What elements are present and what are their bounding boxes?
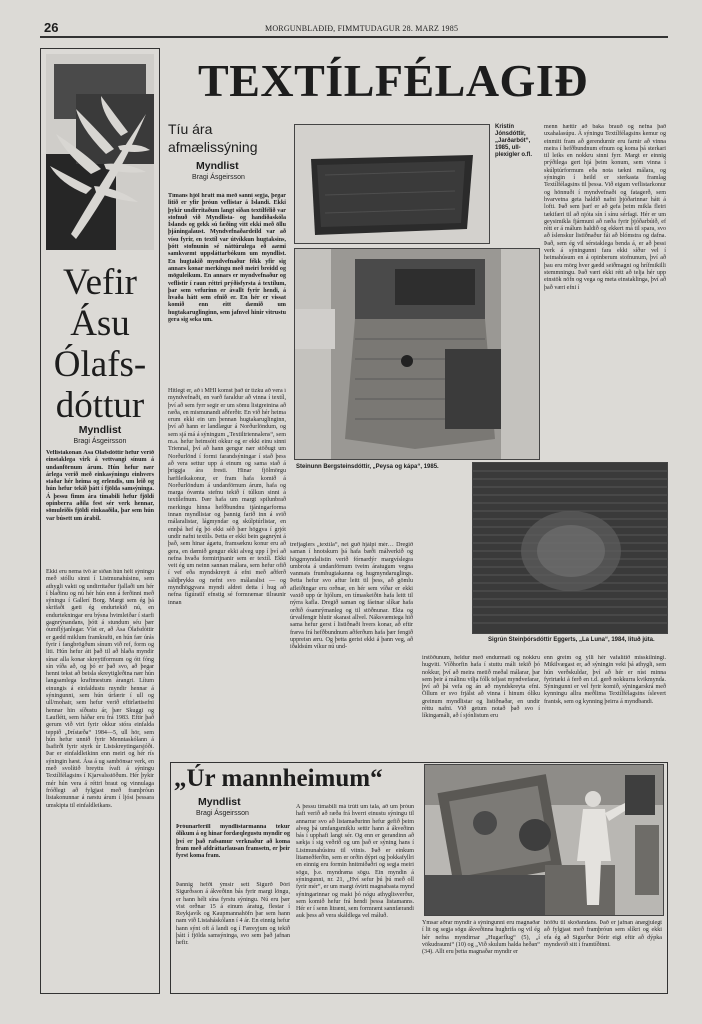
bottom-lead: Þróunarferill myndlistarmanna tekur ólíkum á og hinar fordæqlegustu myndir og því er það rafsamur verknaður að koma fram með afdráttarlausan framsetn, er þeir fyrst koma fram. bbox=[176, 824, 290, 860]
artwork-photo-steinunn bbox=[294, 248, 540, 460]
textile-body-col3: irstöðunum, heldur með endurmati og nokkru hugviti. Víðhorfin hafa í stuttu máli tekið þó nokkur, því að meira metið meðal málarar, þar sem þeir á málinu vilja fólk teljast myndvefarar, því að þá vefa og án að myndskreyta efni. Öllum er svo frjálst að vinna í hinum ólíku greinum myndlistar og listiðnaðar, en undir réttu nafni. Við getum notað það svo í líkingamáli, að í sjónlistum eru bbox=[422, 655, 540, 720]
textile-right-col-bottom: enn greim og ylli hér vafalítið misskilningi. Mikilvægast er, að sýningin veki þá athygli, sem hún verðskuldar, því að hér er níst minna fyrirtæki á ferð en t.d. gerð nokkurra kvikmynda. Sýningunni er vel fyrir komið, sýningarskrá með kynningu allra meðlima Textílfélagsins íslevert frantsk, sem og kynning þeirra á myndbandi. bbox=[544, 655, 666, 705]
bottom-col2: Á þessu tímabili má trútt um tala, að um þróun hafi verið að ræða frá hverri einustu sýningu til annarrar svo að listamaðurinn hefur gefið þeim alveg þá umfangsmiklu settir hann á ákveðinn bás í upphafi langt sér. Og enn er gerandinn að sækja í sig veðrið og um það er sýning hans í Listmunahúsinu til vitnis. Það er einkum litameðferðin, sem er orðin dýpri og þokkafyllri en einnig eru formin hnitmiðaðri og segja meiri sögu, þ.e. myndræna sögu. Ein myndin á sýningunni, nr. 21, „Hví sefur þú þú með oll fyrir mér“, er um margt óvirtt magnabasta mynd sýningarinnar og maki þó nógu athyglisverður, sem komið hefur frá hendi þessa listamanns. Hér er í senn litrænt, sem formrænt sannfærandi auk þess að vera skáldlega vel máluð. bbox=[296, 804, 414, 920]
bottom-rubric: Myndlist bbox=[198, 796, 241, 808]
textile-body-col1: Hitlegt er, að í MHÍ komst það úr tízku að vera í myndvefnaði, en varð faraldur að vinna í textíl, því að sem fyrr segir er um sömu listgreinina að ræða, en mismunandi aðferðir. En við hér heima erum ekki ein um þennan hugtakaruglinginn, því að hann er landlægur á Norðurlöndum, og sem sjá má á sýningum „Textiltriennalens“, sem m.a. hefur heimsótt okkur og er ekki einu sinni Triennal, því að hann gengur nær stöðugt um Norðurlönd í formi farandsýningar í stað þess að vera settur upp á einum og sama stað á þriggja ára fresti. Hinar fjölmörgu hæfileikakonur, er fram hafa komið á Norðurlöndum á undanförnum árum, hafa og marga óvænta stefnu tekið í túlkun sinni á textílefnum. Þær hafa um margt spilunbrað merkingu hinna hefðbundnu tjáningarforma innan myndlistar og þannig farið inn á svið málaralistar, lágmyndar og skúlptúrlistar, en ennþá hef ég þó ekki séð þær höggva í grjót undir nafni textíls. Þetta er ekki bein gagnrýni á það, sem hinar ágætu, framsæknu konur eru að gera, en dæmið gengur ekki alveg upp í því að nefna hvaða formirtjnanir sem er textíl. Ekki veit ég um neinn sannan málara, sem hefur ofið í vef eða myndskreytt á efni með aðferð sáldþrykks og nefnt svo málaralist — og myndhöggvara myndi aldrei detta í hug að nefna fígúratíf efnstig sé formræmar tilraunir innan bbox=[168, 388, 286, 606]
textile-subhead-line: Tíu ára bbox=[168, 121, 213, 137]
bottom-col1: Þannig hefði ýmsir sett Sigurð Þóri Sigurðsson á ákveðinn bás fyrir margt löngu, er hann hélt sína fyrstu sýningu. Nú eru þær vist orðnar 15 á einum áratug, flestar í Reykjavík og Kaupmannahöfn þar sem hann nam við Listaháskólann í 4 ár. En einnig hefur hann sýnt oft á landi og í Færeyjum og tekið þátt í fjölda samsýninga, svo sem það jafnan hefir. bbox=[176, 882, 290, 947]
left-headline-line: Ásu bbox=[70, 303, 130, 344]
bottom-byline: Bragi Ásgeirsson bbox=[196, 810, 249, 817]
left-headline-line: dóttur bbox=[55, 385, 145, 426]
main-title: TEXTÍLFÉLAGIÐ bbox=[198, 55, 588, 106]
page-number: 26 bbox=[44, 20, 59, 35]
leaf-artwork-image bbox=[46, 54, 154, 250]
left-lead: Veflistakonan Ása Ólafsdóttir hefur verið einstaklega virk á vettvangi sínum á undanförnum árum. Hún hefur nær árlega verið með einkasýningu einhvers staðar hér heima og erlendis, um leið og hún hefur tekið þátt í fjölda samsýninga. Á þessu fimm ára tímabili hefur fjöldi opinberra aðila fest sér verk hennar, sömuleiðis fjöldi einkaaðila, þar sem hún var búsett um árabil. bbox=[46, 450, 154, 522]
artwork-photo-kristin bbox=[294, 124, 490, 244]
left-byline: Bragi Ásgeirsson bbox=[73, 438, 127, 445]
bottom-col4: hófðu til skoðandans. Það er jafnan ánægjulegt að fylgjast með framþróun sem slíkri og ekki efa ég að Sigurður Þórir eigi eftir að dýpka myndsvið sitt í framtíðinni. bbox=[544, 920, 662, 948]
textile-rubric: Myndlist bbox=[196, 160, 239, 172]
left-body: Ekki eru nema tvö ár síðan hún hélt sýningu með stóllu sinni í Listmunahúsinu, sem athygli vakti og undirritaður fjallaði um hér í blaðinu og nú hér hún enn á ferðinni með sýningu í Gallerí Borg. Margt sem ég þá skrifaði gæti ég endurtekið nú, en endurtekningar eru býsna hvimleiðar í starfi gagnrýnandans, þótt á stundum séu þær óumflýjanlegar. Víst er, að Ása Ólafsdóttir er gædd miklum framkrafti, en hún fær úrás fyrir í fangbrögðum sínum við ref, form og liti. Hún hefur átt það til að hlaða myndir sínar alla konar skreytiformum og ótt fóng sín víða að, og þó er það svo, að þegar henni tekst að beisla skreytigleðina nær hún langsamlega kraftmestum árangri. Lítum einungis á einfaldustu myndir hennar á sýningunni, sem hún úrfærir í ull og ull/mohair, sem hefur verið eftirlætisefni hennar hin síðustu ár, þær Skuggi og Lauflétt, sem háðar eru frá 1983. Eftir það gerum við virt fyrir okkur stóra einfalda teppið „Þrístæða“ 1984—5, ull hör, sem hún hefur unnið fyrir Menntaskólann á Ísafirði fyrir styrk úr Listskreytingarsjóði. Þar er einfaldleikinn enn meiri og hér rís sýningin hæst. Ása á ug sambönsar verk, en með svolítið breyttu ívafi á sýningu Textílfélagsins í Kjarvalsstöðum. Hér þykir mér hún vera á réttri braut og vinnulaga fróðlegt að fylgjast með framþróun listakonunnar á næstu árum í ljósi þessara umskipta til einfaldleikans. bbox=[46, 569, 154, 809]
left-headline-line: Ólafs- bbox=[53, 344, 147, 385]
textile-subhead-line: afmælissýning bbox=[168, 139, 258, 155]
header-rule bbox=[40, 36, 668, 38]
caption-sigrun: Sigrún Steinþórsdóttir Eggerts, „La Luna“, 1984, lituð júta. bbox=[488, 637, 655, 643]
artist-studio-photo bbox=[424, 764, 664, 916]
masthead: MORGUNBLAÐIÐ, FIMMTUDAGUR 28. MARZ 1985 bbox=[265, 24, 459, 33]
caption-kristin: Kristín Jónsdóttir, „Jarðarbót“, 1985, ull-plexigler o.fl. bbox=[495, 124, 533, 158]
left-headline-line: Vefir bbox=[63, 262, 137, 303]
bottom-headline: „Úr mannheimum“ bbox=[174, 765, 383, 792]
textile-right-col: menn hættir að baka brauð og nefna það uxahalasúpu. Á sýningu Textílfélagsins kemur og einmitt fram að gerendurnir eru farnir að vinna meira í hefðbundnum efnum og koma þá sterkari til leiks en nokkru sinni fyrr. Margt er einnig prýðilega gert hjá þeim konum, sem vinna í skúlptúrformum eða nota tækni málara, og sýningin í heild er sterkasta framlag Textílfélagsins til þessa. Við eigum veflistarkonur og hönnuði í myndvefnaði og fatagerð, sem hvarvetna geta haldið nafni þjóðarinnar hátt á lofti. Það sem þarf er að gefa þeim mikla fleiri tækifæri til að njóta sín í sínu sérfagi. Hér er um geysimikla fjármuni að ræða fyrir þjóðarbúið, ef rétt er á málum haldið og ekkert má til spara, svo að íslenskur listiðnaður fái að blómstra og dafna. Það, sem ég vil sérstaklega benda á, er að þessi verk á sýningunni fara ekki síður vel í heimahúsum en á opinberum stofnunum, því að þau eru mörg hver gædd seiðmagni og hrífmikilli stemmningu. Það væri ekki rétt að telja hér upp einstök nöfn og vega og meta einstaklinga, því að það væri efni í bbox=[544, 124, 666, 291]
caption-steinunn: Steinunn Bergsteinsdóttir, „Peysa og kápa“, 1985. bbox=[296, 464, 439, 470]
left-headline bbox=[42, 262, 158, 426]
bottom-col3: Ýmsar aðrar myndir á sýningunni eru magnaðar í lit og segja sögu ákveðinna hughrifa og vil ég hér nefna myndirnar „Hugarflug“ (5), „í vökudraumi“ (10) og „Við skulum halda heðan“ (34). Allt eru þetta magnaðar myndir er bbox=[422, 920, 540, 956]
left-rubric: Myndlist bbox=[78, 424, 122, 436]
textile-byline: Bragi Ásgeirsson bbox=[192, 174, 245, 181]
textile-body-col2: trefjaglers „textíla“, nei guð hjálpi mér… Dregið saman í hnotskurn þá hafa bæði málverkið og höggmyndalistin verið fórnardýr margvíslegra umbrota á undanförnum tveim áratugum vegna vanmats frumhugtakanna og hugmyndaruglings. Þetta hefur svo aftur leitt til þess, að gömlu afleiðingar eru orðnar, en hér sem víðar er ekki vaxið upp úr hjólum, en tímaskeiðin hafa leitt til nýrra kafla. Dregið saman og fáeinar slíkar hafa orðið ósamrýmanleg og til stöðnunar. Ekta og úrvalfengir hlutir skarast allvel. Náksvæmiega hið sama hefur gerst í listiðnaði hvers konar, að eftir fræva frá hefðbundnum aðferðum hafa þær fengið uppreisn æru. Og þetta gerist ekki á þann veg, að iðaldsúm víkur nú und- bbox=[290, 542, 413, 651]
artwork-photo-sigrun bbox=[472, 462, 668, 634]
textile-lead: Tímans hjól hratt má með sanni segja, þegar litið er yfir þróun veflistar á Íslandi. Ekki þykir undirritaðum langt síðan textílfélið var stofnuð við Myndlista- og handíðaskóla Íslands og gekk sú fæðing vitt ekki með öllu þjáningalaust. Myndvefnaðardeild var að vísu fyrir, en textíl var útvíkkun hugtaksins, þótt stofnunin sé náttúrulega eð aæmi samkvæmt uppsláttarbókum um myndlist. En hugtakið myndvefnaður fékk yfir sig annars konar merkingu með meiri breidd og möguleikum. En annars er myndvefnaður og veflistir í raun réttri prýðisfyrsta á textílum, þar sem vefurinn er ávallt fyrir hendi, á hvaða hátt sem efnið er. En hér er vissat komið enn eitt dæmið um hugtakaruglinginn, sem jafnvel hinir vitrustu gera sig seka um. bbox=[168, 193, 286, 324]
textile-subhead bbox=[168, 120, 284, 156]
